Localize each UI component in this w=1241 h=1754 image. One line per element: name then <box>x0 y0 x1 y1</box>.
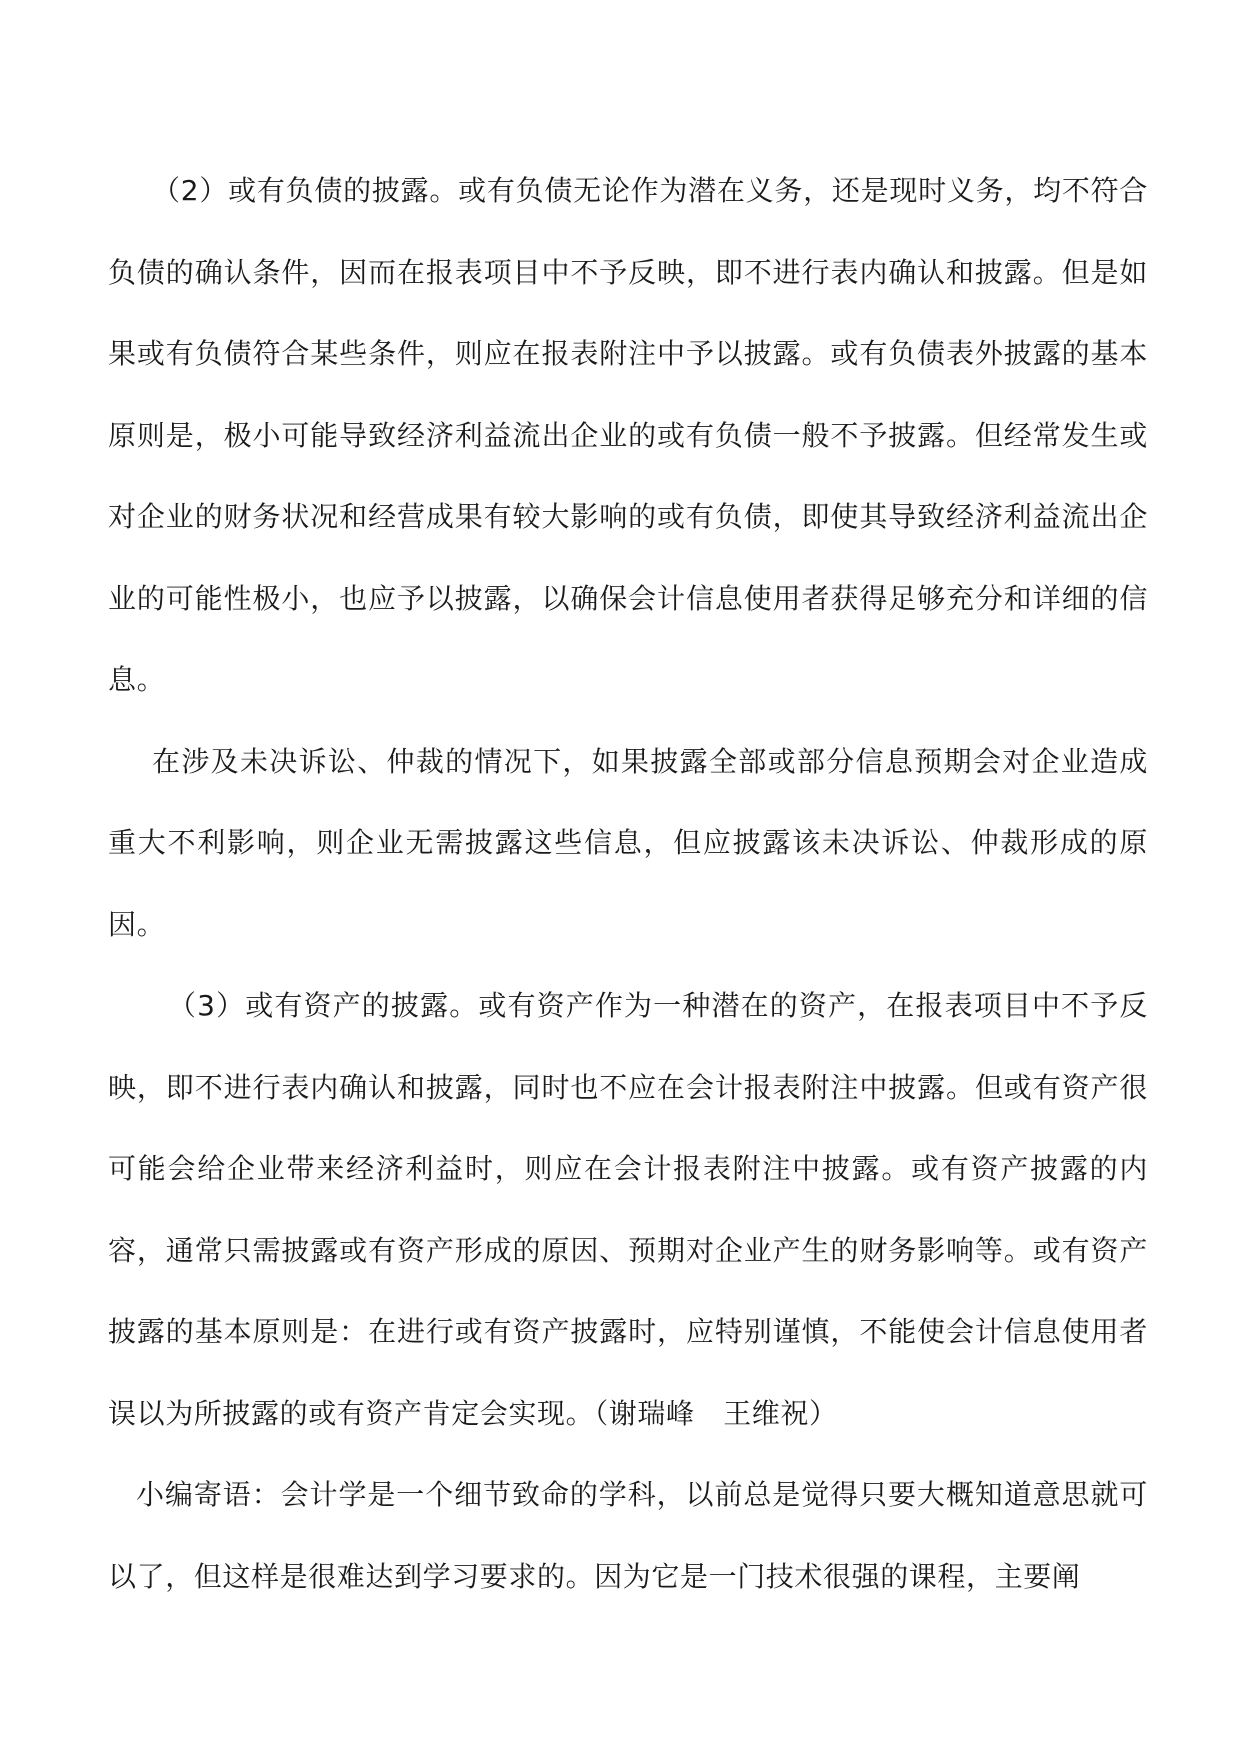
paragraph-contingent-liabilities: （2）或有负债的披露。或有负债无论作为潜在义务，还是现时义务，均不符合负债的确认条件，因而在报表项目中不予反映，即不进行表内确认和披露。但是如果或有负债符合某些条件，则应在报表附注中予以披露。或有负债表外披露的基本原则是，极小可能导致经济利益流出企业的或有负债一般不予披露。但经常发生或对企业的财务状况和经营成果有较大影响的或有负债，即使其导致经济利益流出企业的可能性极小，也应予以披露，以确保会计信息使用者获得足够充分和详细的信息。 <box>108 174 1148 696</box>
paragraph-editor-note: 小编寄语：会计学是一个细节致命的学科，以前总是觉得只要大概知道意思就可以了，但这样是很难达到学习要求的。因为它是一门技术很强的课程，主要阐 <box>108 1478 1148 1593</box>
document-body <box>108 150 1148 1617</box>
paragraph-litigation-arbitration: 在涉及未决诉讼、仲裁的情况下，如果披露全部或部分信息预期会对企业造成重大不利影响，则企业无需披露这些信息，但应披露该未决诉讼、仲裁形成的原因。 <box>108 744 1148 941</box>
paragraph-contingent-assets: （3）或有资产的披露。或有资产作为一种潜在的资产，在报表项目中不予反映，即不进行表内确认和披露，同时也不应在会计报表附注中披露。但或有资产很可能会给企业带来经济利益时，则应在会计报表附注中披露。或有资产披露的内容，通常只需披露或有资产形成的原因、预期对企业产生的财务影响等。或有资产披露的基本原则是：在进行或有资产披露时，应特别谨慎，不能使会计信息使用者误以为所披露的或有资产肯定会实现。（谢瑞峰 王维祝） <box>108 989 1148 1430</box>
